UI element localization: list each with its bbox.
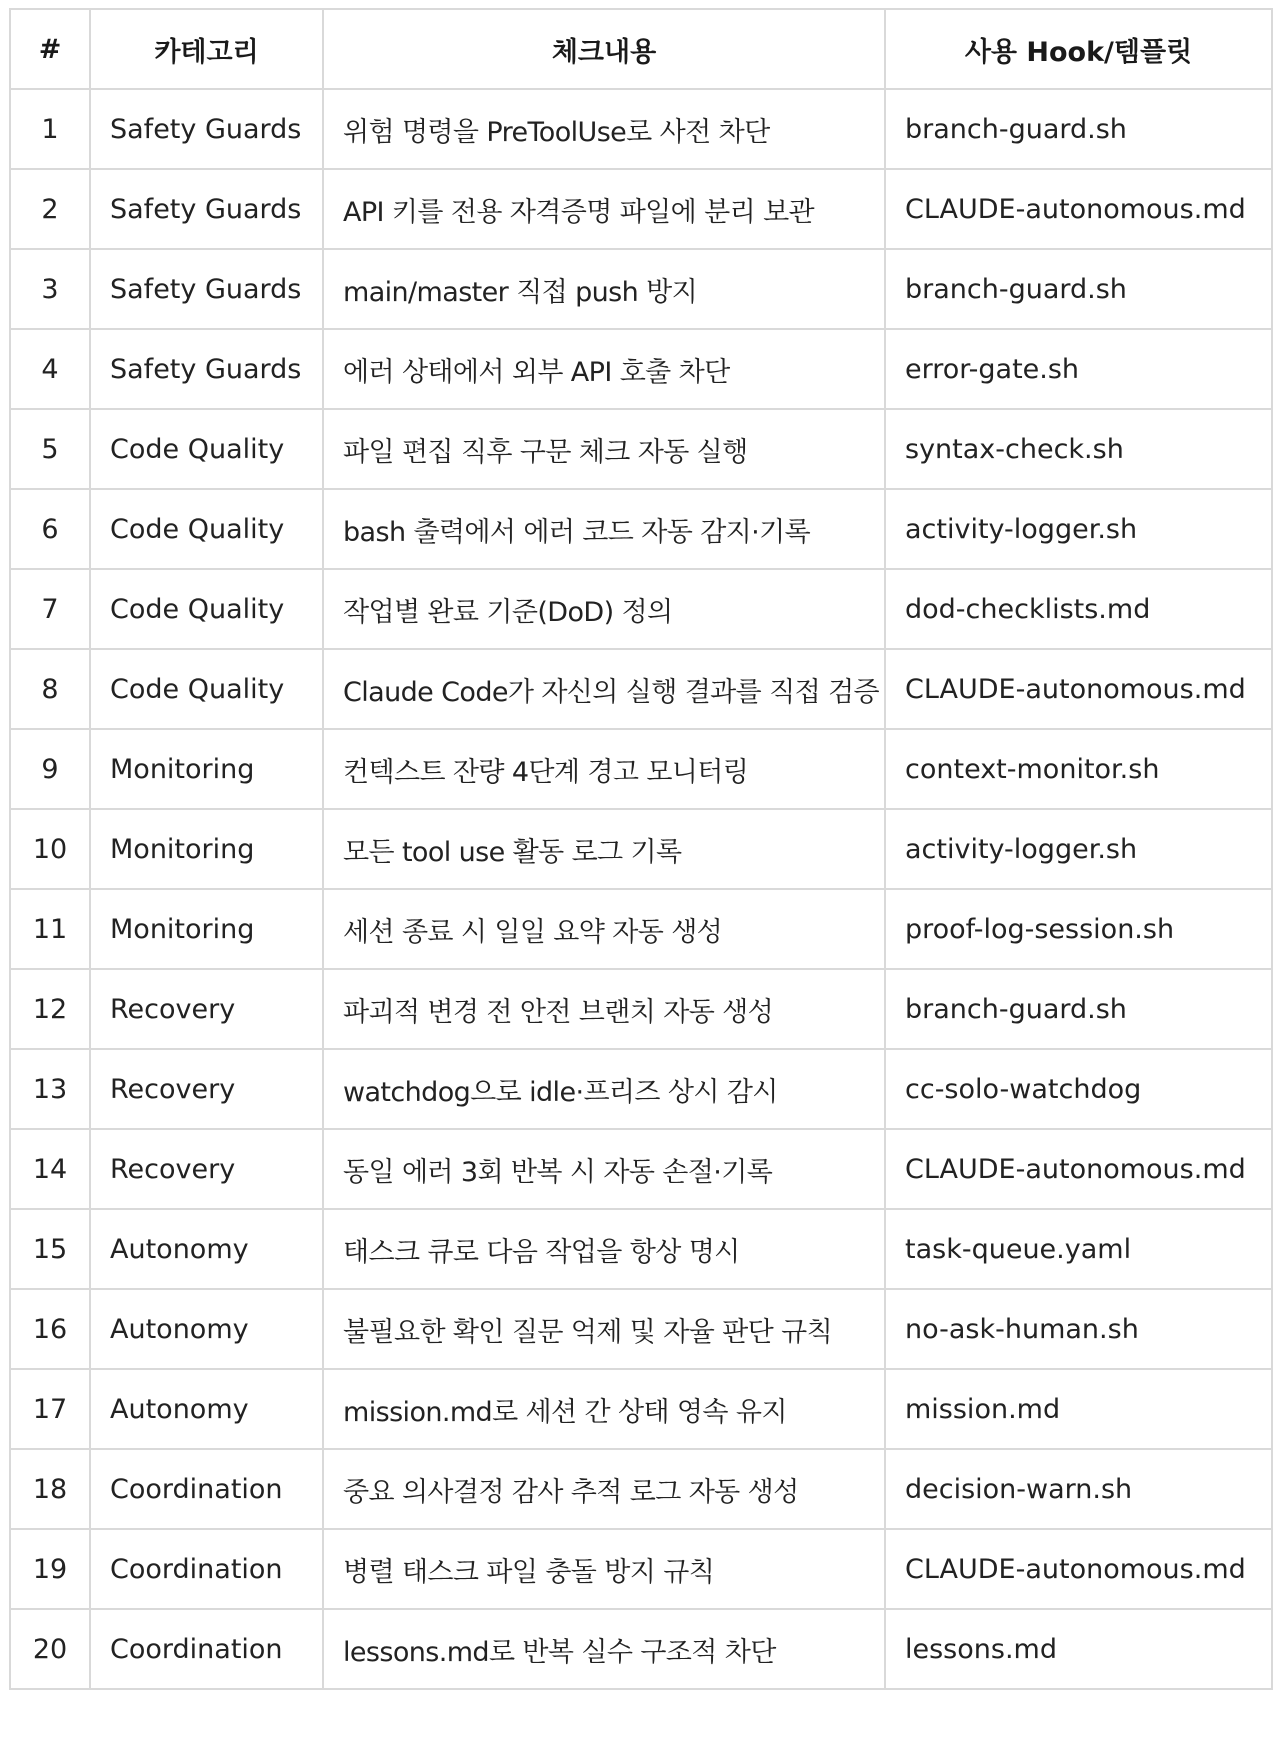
hook-template-cell: proof-log-session.sh <box>885 889 1272 969</box>
hook-template-cell: branch-guard.sh <box>885 249 1272 329</box>
header-number: # <box>10 9 90 89</box>
check-content-cell: 파일 편집 직후 구문 체크 자동 실행 <box>323 409 885 489</box>
check-content-cell: lessons.md로 반복 실수 구조적 차단 <box>323 1609 885 1689</box>
table-row <box>10 1049 1272 1129</box>
header-check-content: 체크내용 <box>323 9 885 89</box>
hook-template-cell: error-gate.sh <box>885 329 1272 409</box>
category-cell: Safety Guards <box>90 249 323 329</box>
table-row <box>10 809 1272 889</box>
row-number-cell: 18 <box>10 1449 90 1529</box>
hook-template-cell: dod-checklists.md <box>885 569 1272 649</box>
check-content-cell: 불필요한 확인 질문 억제 및 자율 판단 규칙 <box>323 1289 885 1369</box>
category-cell: Code Quality <box>90 489 323 569</box>
hook-template-cell: branch-guard.sh <box>885 969 1272 1049</box>
check-content-cell: 병렬 태스크 파일 충돌 방지 규칙 <box>323 1529 885 1609</box>
check-content-cell: mission.md로 세션 간 상태 영속 유지 <box>323 1369 885 1449</box>
hook-template-cell: activity-logger.sh <box>885 489 1272 569</box>
category-cell: Safety Guards <box>90 89 323 169</box>
category-cell: Code Quality <box>90 649 323 729</box>
table-row <box>10 329 1272 409</box>
hook-template-cell: task-queue.yaml <box>885 1209 1272 1289</box>
check-content-cell: 중요 의사결정 감사 추적 로그 자동 생성 <box>323 1449 885 1529</box>
table-header <box>10 9 1272 89</box>
hook-template-cell: context-monitor.sh <box>885 729 1272 809</box>
hook-template-cell: cc-solo-watchdog <box>885 1049 1272 1129</box>
row-number-cell: 19 <box>10 1529 90 1609</box>
row-number-cell: 13 <box>10 1049 90 1129</box>
check-content-cell: Claude Code가 자신의 실행 결과를 직접 검증 <box>323 649 885 729</box>
category-cell: Monitoring <box>90 729 323 809</box>
check-content-cell: 파괴적 변경 전 안전 브랜치 자동 생성 <box>323 969 885 1049</box>
hook-template-cell: syntax-check.sh <box>885 409 1272 489</box>
category-cell: Safety Guards <box>90 169 323 249</box>
check-content-cell: 세션 종료 시 일일 요약 자동 생성 <box>323 889 885 969</box>
table-row <box>10 249 1272 329</box>
row-number-cell: 2 <box>10 169 90 249</box>
category-cell: Monitoring <box>90 809 323 889</box>
category-cell: Safety Guards <box>90 329 323 409</box>
table-row <box>10 489 1272 569</box>
hook-template-cell: no-ask-human.sh <box>885 1289 1272 1369</box>
check-content-cell: API 키를 전용 자격증명 파일에 분리 보관 <box>323 169 885 249</box>
hook-template-cell: activity-logger.sh <box>885 809 1272 889</box>
row-number-cell: 15 <box>10 1209 90 1289</box>
check-content-cell: 컨텍스트 잔량 4단계 경고 모니터링 <box>323 729 885 809</box>
table-row <box>10 1449 1272 1529</box>
table-body <box>10 89 1272 1689</box>
row-number-cell: 9 <box>10 729 90 809</box>
table-row <box>10 409 1272 489</box>
header-hook-template: 사용 Hook/템플릿 <box>885 9 1272 89</box>
table-row <box>10 729 1272 809</box>
table-row <box>10 1609 1272 1689</box>
table-row <box>10 1129 1272 1209</box>
row-number-cell: 4 <box>10 329 90 409</box>
category-cell: Coordination <box>90 1449 323 1529</box>
category-cell: Code Quality <box>90 409 323 489</box>
checklist-table <box>9 8 1273 1690</box>
hook-template-cell: CLAUDE-autonomous.md <box>885 169 1272 249</box>
category-cell: Coordination <box>90 1609 323 1689</box>
header-row <box>10 9 1272 89</box>
table-row <box>10 1369 1272 1449</box>
row-number-cell: 11 <box>10 889 90 969</box>
category-cell: Code Quality <box>90 569 323 649</box>
check-content-cell: 동일 에러 3회 반복 시 자동 손절·기록 <box>323 1129 885 1209</box>
table-row <box>10 1529 1272 1609</box>
row-number-cell: 10 <box>10 809 90 889</box>
hook-template-cell: lessons.md <box>885 1609 1272 1689</box>
table-row <box>10 169 1272 249</box>
row-number-cell: 5 <box>10 409 90 489</box>
category-cell: Recovery <box>90 1049 323 1129</box>
category-cell: Coordination <box>90 1529 323 1609</box>
table-row <box>10 89 1272 169</box>
check-content-cell: 에러 상태에서 외부 API 호출 차단 <box>323 329 885 409</box>
check-content-cell: 태스크 큐로 다음 작업을 항상 명시 <box>323 1209 885 1289</box>
header-category: 카테고리 <box>90 9 323 89</box>
category-cell: Monitoring <box>90 889 323 969</box>
row-number-cell: 12 <box>10 969 90 1049</box>
hook-template-cell: CLAUDE-autonomous.md <box>885 1129 1272 1209</box>
hook-template-cell: decision-warn.sh <box>885 1449 1272 1529</box>
category-cell: Autonomy <box>90 1209 323 1289</box>
category-cell: Recovery <box>90 1129 323 1209</box>
check-content-cell: 모든 tool use 활동 로그 기록 <box>323 809 885 889</box>
category-cell: Autonomy <box>90 1289 323 1369</box>
hook-template-cell: CLAUDE-autonomous.md <box>885 1529 1272 1609</box>
row-number-cell: 8 <box>10 649 90 729</box>
hook-template-cell: branch-guard.sh <box>885 89 1272 169</box>
table-row <box>10 969 1272 1049</box>
category-cell: Autonomy <box>90 1369 323 1449</box>
check-content-cell: bash 출력에서 에러 코드 자동 감지·기록 <box>323 489 885 569</box>
table-row <box>10 569 1272 649</box>
row-number-cell: 14 <box>10 1129 90 1209</box>
check-content-cell: watchdog으로 idle·프리즈 상시 감시 <box>323 1049 885 1129</box>
table-row <box>10 1289 1272 1369</box>
hook-template-cell: mission.md <box>885 1369 1272 1449</box>
checklist-table-container <box>9 8 1271 1690</box>
table-row <box>10 649 1272 729</box>
category-cell: Recovery <box>90 969 323 1049</box>
check-content-cell: 위험 명령을 PreToolUse로 사전 차단 <box>323 89 885 169</box>
check-content-cell: main/master 직접 push 방지 <box>323 249 885 329</box>
row-number-cell: 1 <box>10 89 90 169</box>
table-row <box>10 889 1272 969</box>
row-number-cell: 6 <box>10 489 90 569</box>
hook-template-cell: CLAUDE-autonomous.md <box>885 649 1272 729</box>
row-number-cell: 20 <box>10 1609 90 1689</box>
check-content-cell: 작업별 완료 기준(DoD) 정의 <box>323 569 885 649</box>
row-number-cell: 3 <box>10 249 90 329</box>
row-number-cell: 16 <box>10 1289 90 1369</box>
row-number-cell: 17 <box>10 1369 90 1449</box>
table-row <box>10 1209 1272 1289</box>
row-number-cell: 7 <box>10 569 90 649</box>
